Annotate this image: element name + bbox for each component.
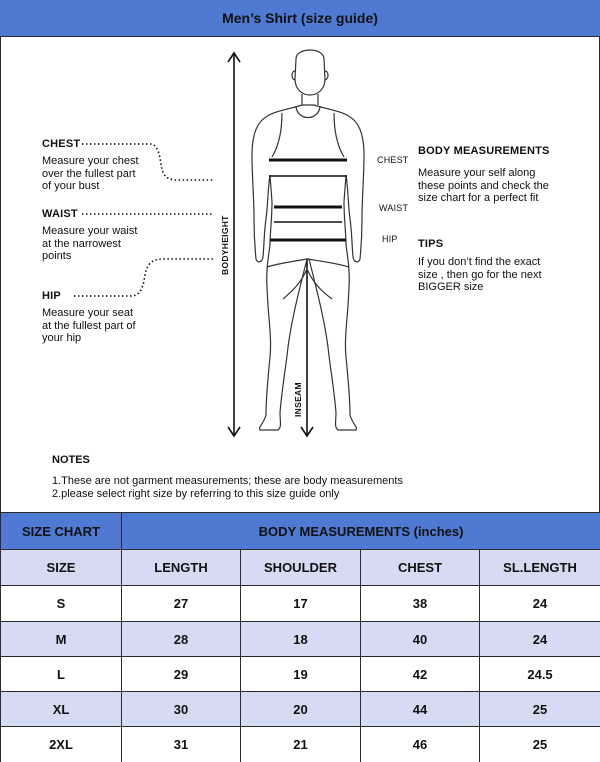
- chest-line: of your bust: [42, 180, 100, 192]
- column-header: CHEST: [361, 550, 480, 586]
- measurement-guide: [0, 37, 600, 512]
- column-header: SL.LENGTH: [480, 550, 600, 586]
- page-title: [0, 0, 600, 37]
- table-cell: 38: [361, 586, 480, 622]
- body-measurements-line: Measure your self along: [418, 167, 536, 179]
- tips-line: size , then go for the next: [418, 268, 542, 281]
- table-cell: 28: [122, 622, 241, 657]
- figure-chest-label: CHEST: [377, 155, 409, 165]
- figure-waist-label: WAIST: [379, 203, 409, 213]
- bodyheight-label: BODYHEIGHT: [220, 215, 230, 275]
- chest-line: Measure your chest: [42, 155, 139, 167]
- table-cell: XL: [1, 692, 122, 727]
- table-cell: 24: [480, 622, 600, 657]
- column-header: SHOULDER: [241, 550, 361, 586]
- table-cell: 20: [241, 692, 361, 727]
- chest-heading: CHEST: [42, 138, 81, 150]
- size-chart-title: SIZE CHART: [1, 513, 122, 550]
- notes-title: NOTES: [52, 454, 90, 466]
- table-row: [1, 586, 600, 622]
- table-cell: 18: [241, 622, 361, 657]
- table-cell: 29: [122, 657, 241, 692]
- table-row: [1, 727, 600, 762]
- table-cell: 25: [480, 692, 600, 727]
- table-cell: M: [1, 622, 122, 657]
- size-chart-table: [0, 512, 600, 762]
- table-cell: 24: [480, 586, 600, 622]
- waist-line: Measure your waist: [42, 225, 138, 237]
- table-cell: 42: [361, 657, 480, 692]
- tips-heading: TIPS: [418, 238, 444, 250]
- body-measurements-heading: BODY MEASUREMENTS: [418, 145, 550, 157]
- hip-description: [42, 307, 136, 345]
- hip-line: Measure your seat: [42, 307, 134, 319]
- table-cell: 17: [241, 586, 361, 622]
- table-header-row: [1, 550, 600, 586]
- waist-description: [42, 225, 137, 263]
- page-title-text: Men’s Shirt (size guide): [222, 10, 378, 26]
- table-cell: 31: [122, 727, 241, 762]
- body-measurements-line: size chart for a perfect fit: [418, 192, 539, 204]
- hip-line: your hip: [42, 332, 82, 344]
- table-cell: 40: [361, 622, 480, 657]
- table-cell: 21: [241, 727, 361, 762]
- body-measurements-title: BODY MEASUREMENTS (inches): [122, 513, 600, 550]
- waist-heading: WAIST: [42, 208, 78, 220]
- table-cell: 44: [361, 692, 480, 727]
- column-header: SIZE: [1, 550, 122, 586]
- table-row: [1, 657, 600, 692]
- hip-leader: [74, 259, 214, 296]
- column-header: LENGTH: [122, 550, 241, 586]
- table-cell: 27: [122, 586, 241, 622]
- figure-hip-label: HIP: [382, 234, 398, 244]
- table-cell: L: [1, 657, 122, 692]
- table-cell: 25: [480, 727, 600, 762]
- table-row: [1, 622, 600, 657]
- tips-description: [418, 256, 542, 294]
- table-cell: 46: [361, 727, 480, 762]
- note-item: 2.please select right size by referring to this size guide only: [52, 488, 340, 500]
- inseam-label: INSEAM: [293, 382, 303, 417]
- table-cell: 2XL: [1, 727, 122, 762]
- chest-line: over the fullest part: [42, 167, 136, 180]
- hip-heading: HIP: [42, 290, 61, 302]
- table-cell: S: [1, 586, 122, 622]
- waist-line: at the narrowest: [42, 237, 121, 250]
- tips-line: If you don’t find the exact: [418, 256, 541, 268]
- table-row: [1, 692, 600, 727]
- table-cell: 30: [122, 692, 241, 727]
- body-measurements-description: [418, 167, 549, 205]
- table-cell: 24.5: [480, 657, 600, 692]
- table-cell: 19: [241, 657, 361, 692]
- chest-description: [42, 155, 139, 193]
- waist-line: points: [42, 250, 72, 262]
- body-measurements-line: these points and check the: [418, 179, 549, 192]
- hip-line: at the fullest part of: [42, 319, 136, 332]
- table-title-row: [1, 513, 600, 550]
- note-item: 1.These are not garment measurements; these are body measurements: [52, 475, 403, 487]
- tips-line: BIGGER size: [418, 281, 484, 293]
